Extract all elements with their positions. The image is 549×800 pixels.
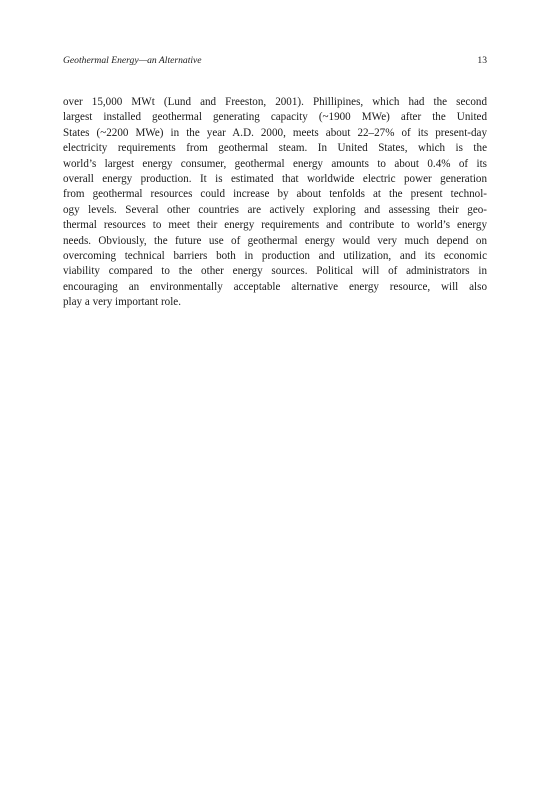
paragraph-line: overcoming technical barriers both in production and utilization, and its economic <box>63 250 487 263</box>
paragraph-line: overall energy production. It is estimated that worldwide electric power generation <box>63 173 487 186</box>
paragraph-line: needs. Obviously, the future use of geothermal energy would very much depend on <box>63 234 487 247</box>
paragraph-line: largest installed geothermal generating capacity (~1900 MWe) after the United <box>63 111 487 124</box>
paragraph-line: electricity requirements from geothermal steam. In United States, which is the <box>63 142 487 155</box>
body-paragraph <box>63 95 487 311</box>
page-number: 13 <box>477 55 487 66</box>
running-title: Geothermal Energy—an Alternative <box>63 55 202 66</box>
paragraph-line: world’s largest energy consumer, geothermal energy amounts to about 0.4% of its <box>63 157 487 170</box>
paragraph-line: play a very important role. <box>63 296 181 309</box>
paragraph-line: encouraging an environmentally acceptable alternative energy resource, will also <box>63 280 487 293</box>
paragraph-line: viability compared to the other energy sources. Political will of administrators in <box>63 265 487 278</box>
paragraph-line: over 15,000 MWt (Lund and Freeston, 2001). Phillipines, which had the second <box>63 96 487 108</box>
paragraph-line: from geothermal resources could increase by about tenfolds at the present technol- <box>63 188 487 201</box>
paragraph-line: ogy levels. Several other countries are actively exploring and assessing their geo- <box>63 203 487 216</box>
running-head <box>63 54 487 68</box>
paragraph-line: States (~2200 MWe) in the year A.D. 2000, meets about 22–27% of its present-day <box>63 126 487 139</box>
paragraph-line: thermal resources to meet their energy requirements and contribute to world’s energy <box>63 219 487 232</box>
